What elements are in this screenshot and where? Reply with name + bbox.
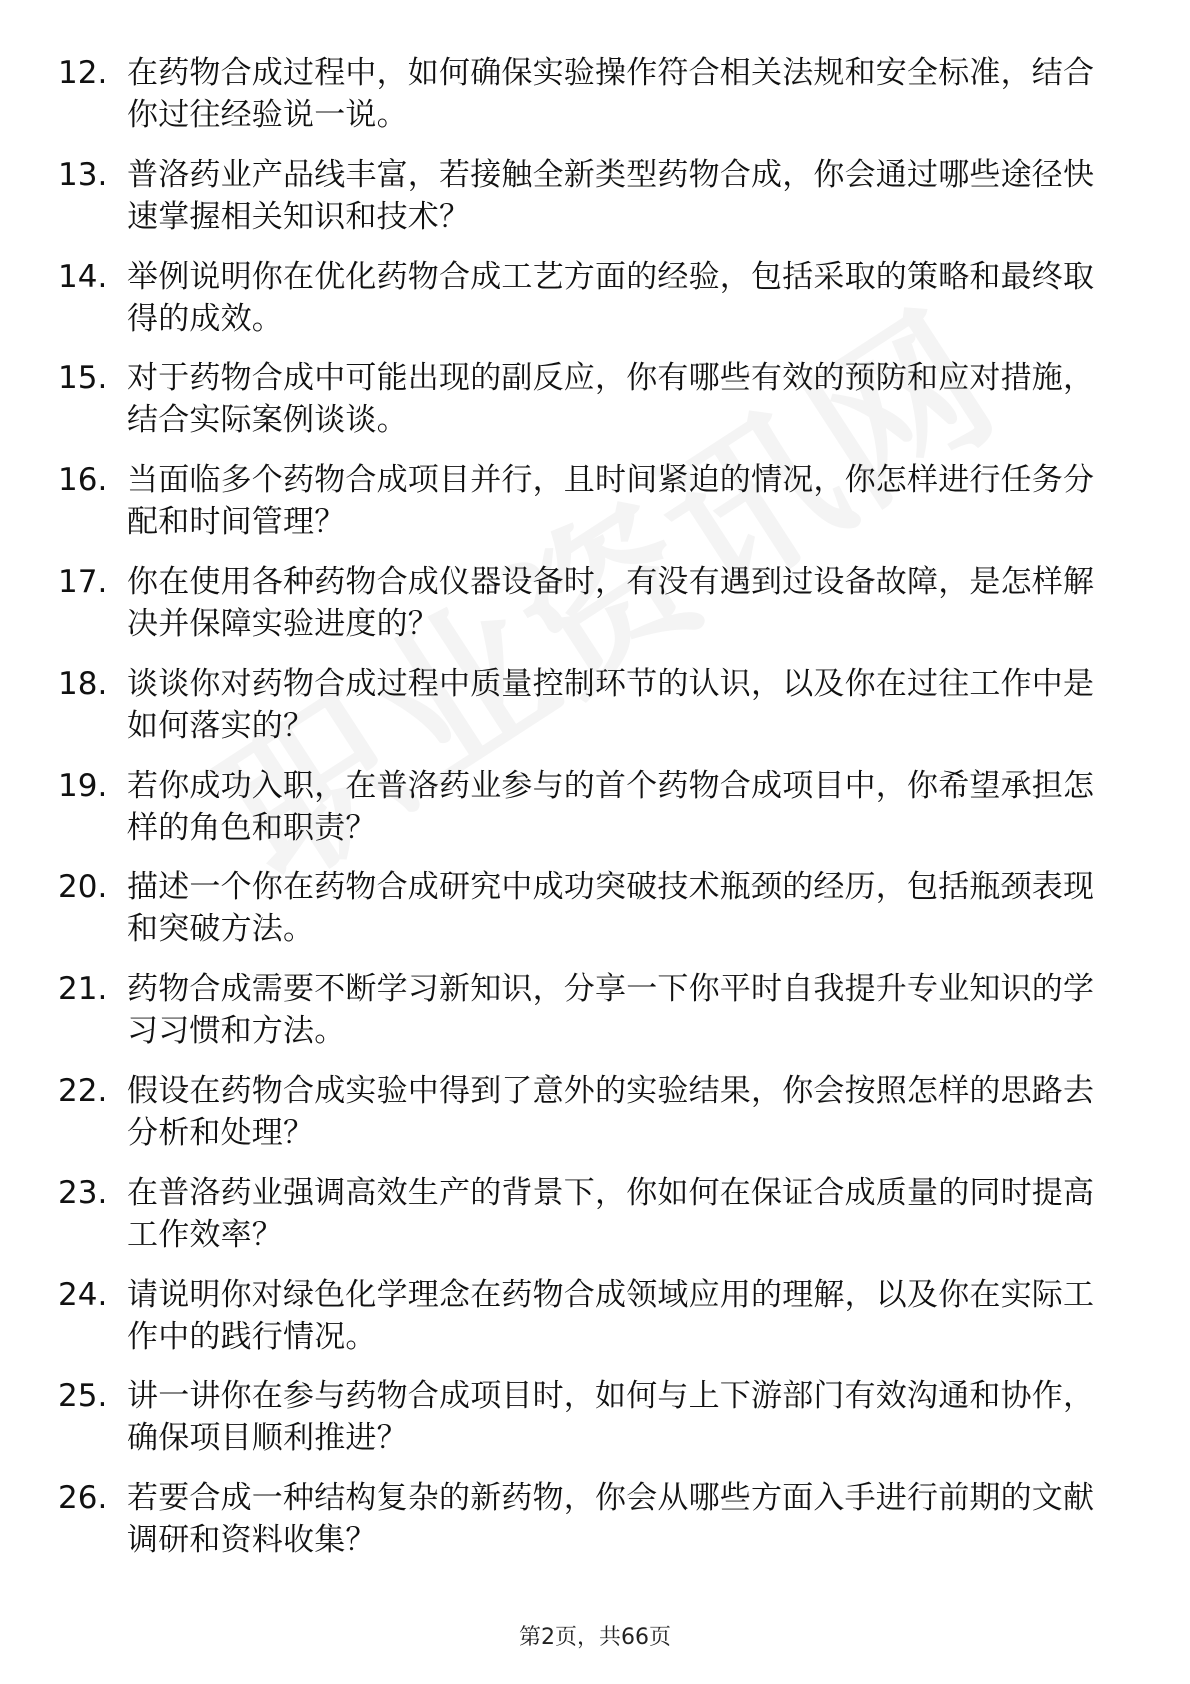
list-item xyxy=(0,52,1190,154)
question-text: 普洛药业产品线丰富，若接触全新类型药物合成，你会通过哪些途径快速掌握相关知识和技术？ xyxy=(127,156,1095,235)
list-item xyxy=(0,765,1190,867)
question-number: 12. xyxy=(58,55,108,91)
question-number: 17. xyxy=(58,563,108,600)
list-item xyxy=(0,1070,1190,1172)
question-text: 描述一个你在药物合成研究中成功突破技术瓶颈的经历，包括瓶颈表现和突破方法。 xyxy=(127,869,1095,948)
list-item xyxy=(0,1274,1190,1376)
list-item xyxy=(0,154,1190,256)
list-item xyxy=(0,561,1190,663)
question-text: 对于药物合成中可能出现的副反应，你有哪些有效的预防和应对措施，结合实际案例谈谈。 xyxy=(127,360,1095,439)
list-item xyxy=(0,1477,1190,1579)
question-text: 举例说明你在优化药物合成工艺方面的经验，包括采取的策略和最终取得的成效。 xyxy=(127,258,1095,337)
list-item xyxy=(0,1375,1190,1477)
question-text: 请说明你对绿色化学理念在药物合成领域应用的理解，以及你在实际工作中的践行情况。 xyxy=(127,1276,1095,1355)
list-item xyxy=(0,968,1190,1070)
question-number: 18. xyxy=(58,665,108,702)
question-number: 19. xyxy=(58,767,108,804)
question-text: 药物合成需要不断学习新知识，分享一下你平时自我提升专业知识的学习习惯和方法。 xyxy=(127,971,1095,1050)
list-item xyxy=(0,663,1190,765)
question-number: 23. xyxy=(58,1174,108,1211)
question-text: 你在使用各种药物合成仪器设备时，有没有遇到过设备故障，是怎样解决并保障实验进度的？ xyxy=(127,563,1095,642)
question-text: 若要合成一种结构复杂的新药物，你会从哪些方面入手进行前期的文献调研和资料收集？ xyxy=(127,1480,1095,1559)
question-text: 讲一讲你在参与药物合成项目时，如何与上下游部门有效沟通和协作，确保项目顺利推进？ xyxy=(127,1378,1095,1457)
question-number: 13. xyxy=(58,156,108,193)
question-number: 24. xyxy=(58,1276,108,1313)
question-text: 在药物合成过程中，如何确保实验操作符合相关法规和安全标准，结合你过往经验说一说。 xyxy=(127,55,1095,133)
question-text: 假设在药物合成实验中得到了意外的实验结果，你会按照怎样的思路去分析和处理？ xyxy=(127,1072,1095,1151)
question-text: 谈谈你对药物合成过程中质量控制环节的认识，以及你在过往工作中是如何落实的？ xyxy=(127,665,1095,744)
question-text: 若你成功入职，在普洛药业参与的首个药物合成项目中，你希望承担怎样的角色和职责？ xyxy=(127,767,1095,846)
list-item xyxy=(0,459,1190,561)
question-number: 20. xyxy=(58,869,108,906)
question-number: 22. xyxy=(58,1072,108,1109)
question-text: 在普洛药业强调高效生产的背景下，你如何在保证合成质量的同时提高工作效率？ xyxy=(127,1174,1095,1253)
question-number: 25. xyxy=(58,1378,108,1415)
question-list xyxy=(0,52,1190,1579)
list-item xyxy=(0,1172,1190,1274)
question-number: 26. xyxy=(58,1480,108,1517)
list-item xyxy=(0,357,1190,459)
list-item xyxy=(0,256,1190,358)
question-number: 14. xyxy=(58,258,108,295)
question-number: 16. xyxy=(58,462,108,499)
question-text: 当面临多个药物合成项目并行，且时间紧迫的情况，你怎样进行任务分配和时间管理？ xyxy=(127,462,1095,541)
list-item xyxy=(0,866,1190,968)
page-indicator: 第2页，共66页 xyxy=(519,1625,671,1650)
question-number: 21. xyxy=(58,971,108,1008)
question-number: 15. xyxy=(58,360,108,397)
